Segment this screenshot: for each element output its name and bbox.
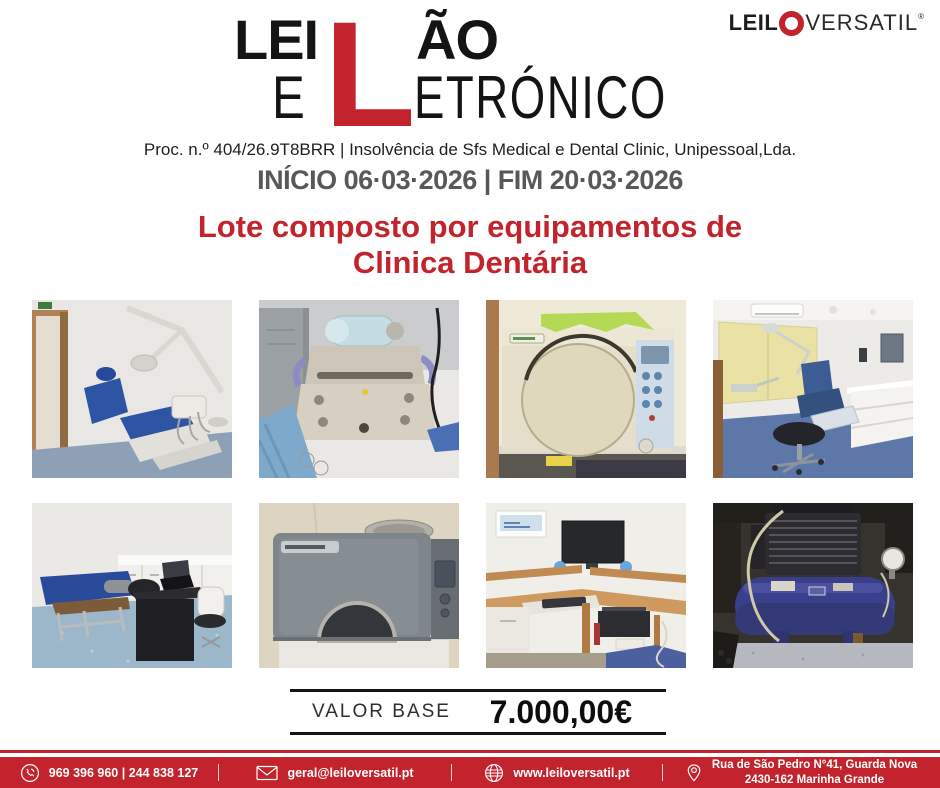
process-number-line: Proc. n.º 404/26.9T8BRR | Insolvência de Sfs Medical e Dental Clinic, Unipessoal,Lda. [143, 140, 797, 159]
footer-website-text: www.leiloversatil.pt [513, 765, 630, 780]
logo-text-versatil: VERSATIL [805, 10, 919, 35]
footer-email-text: geral@leiloversatil.pt [287, 765, 414, 780]
footer-phone-text: 969 396 960 | 244 838 127 [48, 765, 199, 780]
photo-air-compressor [713, 503, 913, 668]
title-lei: LEI [234, 8, 319, 71]
globe-icon [484, 763, 504, 783]
photo-gray-machine [259, 503, 459, 668]
footer-address-line1: Rua de São Pedro N°41, Guarda Nova [711, 758, 918, 771]
lot-title-line2: Clinica Dentária [352, 244, 588, 280]
title-big-l: L [324, 0, 416, 158]
photo-dental-chair [32, 300, 232, 478]
lot-title-line1: Lote composto por equipamentos de [197, 209, 743, 244]
photo-grid-row1 [32, 300, 913, 478]
auction-dates: INÍCIO 06·03·2026 | FIM 20·03·2026 [257, 165, 683, 195]
logo-red-o-icon [777, 8, 807, 38]
footer-phone[interactable] [0, 757, 218, 788]
location-pin-icon [685, 762, 703, 784]
title-etronico: ETRÓNICO [414, 64, 667, 131]
title-ao: ÃO [416, 8, 498, 71]
footer-email[interactable] [219, 757, 451, 788]
logo-text-leil: LEIL [728, 10, 779, 35]
photo-sealing-machine [259, 300, 459, 478]
photo-office-desk [486, 503, 686, 668]
envelope-icon [256, 765, 278, 781]
footer-website[interactable] [452, 757, 662, 788]
title-e: E [272, 64, 305, 131]
phone-icon [20, 763, 40, 783]
footer-address [663, 757, 939, 788]
photo-exam-room [32, 503, 232, 668]
photo-autoclave [486, 300, 686, 478]
photo-operatory-room [713, 300, 913, 478]
leiloversatil-logo [729, 10, 924, 36]
footer-accent-line [0, 750, 940, 753]
registered-mark: ® [918, 11, 924, 21]
base-value-amount: 7.000,00€ [489, 693, 632, 730]
base-value-label: VALOR BASE [312, 701, 451, 722]
lot-title [0, 209, 940, 281]
footer-address-line2: 2430-162 Marinha Grande [744, 773, 885, 786]
base-value-box [290, 689, 666, 735]
footer-bar [0, 757, 940, 788]
photo-grid-row2 [32, 503, 913, 668]
